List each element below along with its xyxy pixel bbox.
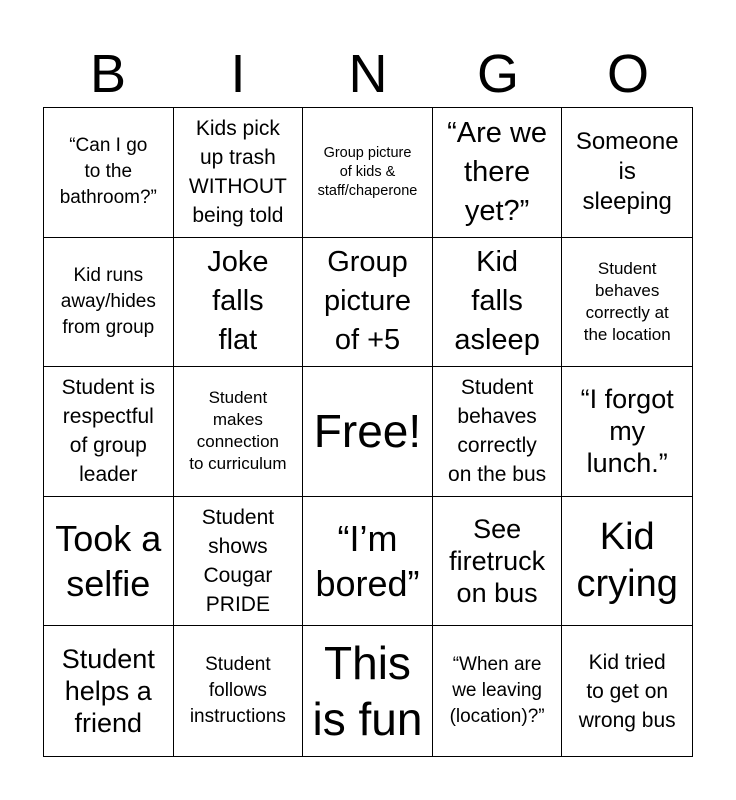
- bingo-cell[interactable]: Student shows Cougar PRIDE: [174, 497, 304, 627]
- header-letter-g: G: [476, 44, 519, 104]
- bingo-cell[interactable]: “Are we there yet?”: [433, 108, 563, 238]
- bingo-cell[interactable]: Student is respectful of group leader: [44, 367, 174, 497]
- header-letter-b: B: [89, 44, 127, 104]
- bingo-cell[interactable]: “I forgot my lunch.”: [562, 367, 692, 497]
- bingo-cell[interactable]: Student behaves correctly on the bus: [433, 367, 563, 497]
- bingo-cell[interactable]: Student follows instructions: [174, 626, 304, 756]
- bingo-cell[interactable]: “Can I go to the bathroom?”: [44, 108, 174, 238]
- bingo-cell[interactable]: Kids pick up trash WITHOUT being told: [174, 108, 304, 238]
- bingo-cell[interactable]: Someone is sleeping: [562, 108, 692, 238]
- bingo-cell[interactable]: Joke falls flat: [174, 238, 304, 368]
- bingo-cell[interactable]: See firetruck on bus: [433, 497, 563, 627]
- bingo-cell[interactable]: Group picture of +5: [303, 238, 433, 368]
- bingo-cell[interactable]: Kid tried to get on wrong bus: [578, 650, 676, 732]
- header-letter-n: N: [348, 44, 388, 104]
- bingo-cell[interactable]: Kid falls asleep: [433, 238, 563, 368]
- bingo-cell[interactable]: “I’m bored”: [303, 497, 433, 627]
- bingo-cell[interactable]: “When are we leaving (location)?”: [433, 626, 563, 756]
- bingo-cell[interactable]: Student behaves correctly at the location: [562, 238, 692, 368]
- bingo-header: [43, 44, 693, 104]
- bingo-cell[interactable]: Kid runs away/hides from group: [44, 238, 174, 368]
- header-letter-i: I: [230, 44, 246, 104]
- bingo-cell[interactable]: Took a selfie: [44, 497, 174, 627]
- bingo-grid: [43, 107, 693, 757]
- bingo-cell[interactable]: Group picture of kids & staff/chaperone: [303, 108, 433, 238]
- bingo-cell[interactable]: Kid crying: [562, 497, 692, 627]
- bingo-cell[interactable]: Student makes connection to curriculum: [174, 367, 304, 497]
- header-letter-o: O: [606, 44, 649, 104]
- bingo-cell[interactable]: This is fun: [303, 626, 433, 756]
- bingo-cell-free[interactable]: Free!: [303, 367, 433, 497]
- bingo-cell[interactable]: Student helps a friend: [44, 626, 174, 756]
